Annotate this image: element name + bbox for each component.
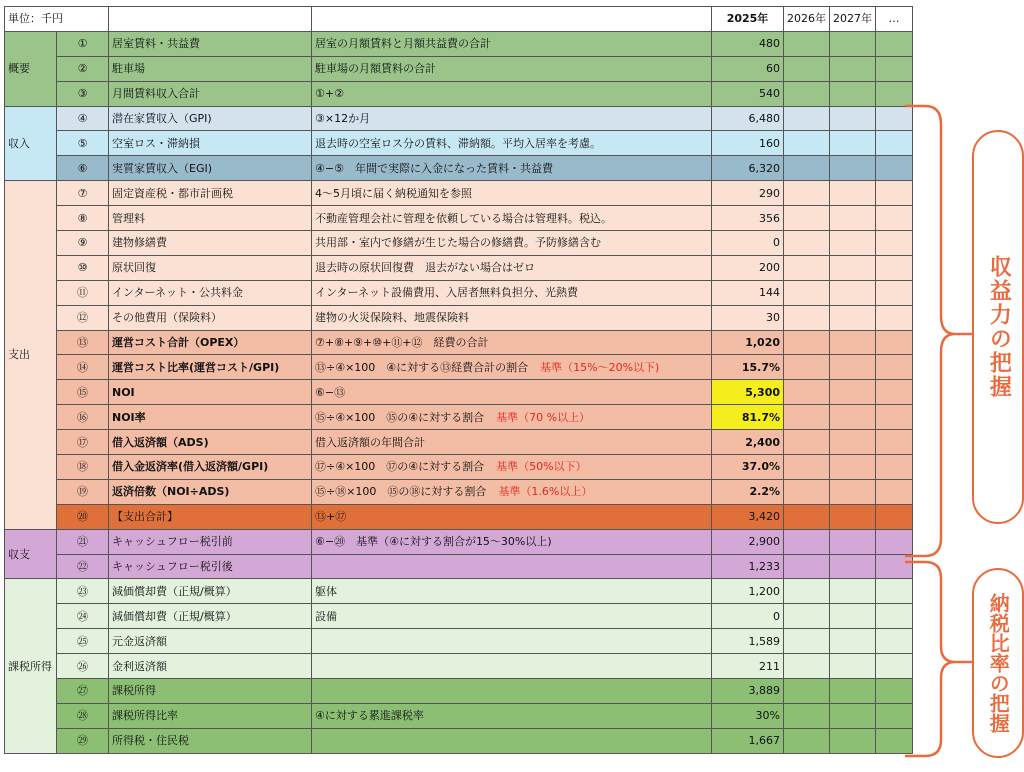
item-name[interactable]: 運営コスト比率(運営コスト/GPI) [109,355,312,380]
empty-year-cell[interactable] [830,504,876,529]
empty-year-cell[interactable] [784,330,830,355]
empty-year-cell[interactable] [876,504,913,529]
item-description[interactable] [312,131,712,156]
table-row [5,430,913,455]
empty-year-cell[interactable] [830,181,876,206]
empty-year-cell[interactable] [784,380,830,405]
value-2025[interactable]: 0 [712,604,784,629]
table-row [5,654,913,679]
category-income: 収入 [5,106,57,181]
empty-year-cell[interactable] [830,703,876,728]
category-overview: 概要 [5,31,57,106]
row-number: ⑦ [57,181,109,206]
description-text: ④−⑤ 年間で実際に入金になった賃料・共益費 [315,161,553,175]
item-description[interactable] [312,280,712,305]
item-name[interactable]: 返済倍数（NOI÷ADS) [109,479,312,504]
item-name[interactable]: インターネット・公共料金 [109,280,312,305]
empty-year-cell[interactable] [876,579,913,604]
empty-year-cell[interactable] [830,156,876,181]
year-2027-header[interactable]: 2027年 [830,7,876,32]
standard-note: 基準（70 %以上） [496,410,591,424]
description-text: ⑬+⑰ [315,510,347,524]
table-row [5,31,913,56]
description-text: ④に対する累進課税率 [315,709,424,723]
item-name[interactable]: 運営コスト合計（OPEX） [109,330,312,355]
value-2025[interactable]: 211 [712,654,784,679]
empty-year-cell[interactable] [876,728,913,753]
empty-year-cell[interactable] [830,554,876,579]
item-description[interactable] [312,679,712,704]
item-description[interactable] [312,604,712,629]
row-number: ⑥ [57,156,109,181]
empty-year-cell[interactable] [784,206,830,231]
item-name[interactable]: 月間賃料収入合計 [109,81,312,106]
description-text: 居室の月額賃料と月額共益費の合計 [315,37,491,51]
value-2025[interactable]: 540 [712,81,784,106]
item-name[interactable]: 課税所得比率 [109,703,312,728]
value-2025[interactable]: 15.7% [712,355,784,380]
row-number: ㉗ [57,679,109,704]
description-text: 退去時の空室ロス分の賃料、滞納額。平均入居率を考慮。 [315,136,601,150]
header-blank [109,7,312,32]
item-description[interactable] [312,156,712,181]
empty-year-cell[interactable] [784,231,830,256]
table-row [5,255,913,280]
value-2025[interactable]: 6,320 [712,156,784,181]
table-row [5,529,913,554]
empty-year-cell[interactable] [876,405,913,430]
empty-year-cell[interactable] [784,529,830,554]
value-2025[interactable]: 144 [712,280,784,305]
value-2025[interactable]: 160 [712,131,784,156]
item-name[interactable]: 元金返済額 [109,629,312,654]
row-number: ⑱ [57,455,109,480]
empty-year-cell[interactable] [784,728,830,753]
profitability-label [972,130,1024,524]
empty-year-cell[interactable] [876,604,913,629]
item-description[interactable] [312,529,712,554]
row-number: ⑬ [57,330,109,355]
category-taxable: 課税所得 [5,579,57,753]
empty-year-cell[interactable] [784,554,830,579]
standard-note: 基準（1.6%以上） [498,485,593,499]
item-name[interactable]: 管理料 [109,206,312,231]
table-row [5,280,913,305]
empty-year-cell[interactable] [784,156,830,181]
empty-year-cell[interactable] [830,604,876,629]
item-name[interactable]: 建物修繕費 [109,231,312,256]
item-description[interactable] [312,255,712,280]
empty-year-cell[interactable] [830,629,876,654]
table-row [5,629,913,654]
empty-year-cell[interactable] [784,579,830,604]
item-description[interactable] [312,703,712,728]
empty-year-cell[interactable] [876,654,913,679]
description-text: ①+② [315,87,344,101]
empty-year-cell[interactable] [784,405,830,430]
empty-year-cell[interactable] [830,305,876,330]
table-row [5,405,913,430]
item-name[interactable]: 借入返済額（ADS) [109,430,312,455]
row-number: ㉒ [57,554,109,579]
row-number: ⑤ [57,131,109,156]
empty-year-cell[interactable] [830,231,876,256]
item-name[interactable]: 居室賃料・共益費 [109,31,312,56]
item-description[interactable] [312,31,712,56]
item-name[interactable]: 【支出合計】 [109,504,312,529]
value-2025[interactable]: 1,589 [712,629,784,654]
more-years-header[interactable]: … [876,7,913,32]
item-description[interactable] [312,629,712,654]
empty-year-cell[interactable] [830,355,876,380]
value-2025[interactable]: 1,020 [712,330,784,355]
item-name[interactable]: NOI [109,380,312,405]
empty-year-cell[interactable] [784,106,830,131]
empty-year-cell[interactable] [784,479,830,504]
row-number: ④ [57,106,109,131]
table-row [5,305,913,330]
item-name[interactable]: 実質家賃収入（EGI) [109,156,312,181]
row-number: ⑨ [57,231,109,256]
value-2025[interactable]: 1,667 [712,728,784,753]
table-row [5,604,913,629]
item-description[interactable] [312,206,712,231]
item-description[interactable] [312,504,712,529]
header-blank [312,7,712,32]
description-text: ⑦+⑧+⑨+⑩+⑪+⑫ 経費の合計 [315,336,489,350]
table-row [5,703,913,728]
empty-year-cell[interactable] [784,305,830,330]
row-number: ⑫ [57,305,109,330]
empty-year-cell[interactable] [876,455,913,480]
tax-ratio-bracket [905,562,972,756]
empty-year-cell[interactable] [830,380,876,405]
item-description[interactable] [312,405,712,430]
item-name[interactable]: 借入金返済率(借入返済額/GPI) [109,455,312,480]
item-description[interactable] [312,654,712,679]
value-2025[interactable]: 30 [712,305,784,330]
empty-year-cell[interactable] [830,255,876,280]
tax-ratio-label-text: 納税比率の把握 [986,593,1011,733]
description-text: 躯体 [315,584,337,598]
value-2025[interactable]: 3,889 [712,679,784,704]
empty-year-cell[interactable] [830,81,876,106]
description-text: 4〜5月頃に届く納税通知を参照 [315,186,472,200]
row-number: ㉑ [57,529,109,554]
description-text: 設備 [315,609,337,623]
empty-year-cell[interactable] [830,280,876,305]
empty-year-cell[interactable] [830,455,876,480]
empty-year-cell[interactable] [876,703,913,728]
row-number: ⑭ [57,355,109,380]
standard-note: 基準（50%以下） [496,460,587,474]
table-row [5,455,913,480]
value-2025[interactable]: 60 [712,56,784,81]
description-text: ③×12か月 [315,112,371,125]
profitability-bracket [905,106,972,556]
row-number: ㉕ [57,629,109,654]
empty-year-cell[interactable] [830,31,876,56]
empty-year-cell[interactable] [876,255,913,280]
description-text: ⑮÷④×100 ⑮の④に対する割合 [315,410,485,424]
category-balance: 収支 [5,529,57,579]
row-number: ㉖ [57,654,109,679]
standard-note: 基準（15%〜20%以下) [540,360,660,374]
empty-year-cell[interactable] [876,56,913,81]
item-description[interactable] [312,355,712,380]
description-text: ⑮÷⑱×100 ⑮の⑱に対する割合 [315,485,487,499]
empty-year-cell[interactable] [830,330,876,355]
description-text: 退去時の原状回復費 退去がない場合はゼロ [315,261,535,275]
row-number: ⑪ [57,280,109,305]
empty-year-cell[interactable] [830,430,876,455]
empty-year-cell[interactable] [876,529,913,554]
unit-label: 単位：千円 [5,7,109,32]
item-name[interactable]: キャッシュフロー税引前 [109,529,312,554]
table-row [5,504,913,529]
empty-year-cell[interactable] [784,81,830,106]
row-number: ⑧ [57,206,109,231]
value-2025[interactable]: 290 [712,181,784,206]
value-2025[interactable]: 480 [712,31,784,56]
empty-year-cell[interactable] [876,206,913,231]
empty-year-cell[interactable] [784,131,830,156]
item-description[interactable] [312,231,712,256]
row-number: ② [57,56,109,81]
row-number: ㉓ [57,579,109,604]
value-2025[interactable]: 37.0% [712,455,784,480]
empty-year-cell[interactable] [876,629,913,654]
table-row [5,181,913,206]
empty-year-cell[interactable] [876,181,913,206]
empty-year-cell[interactable] [876,231,913,256]
table-row [5,156,913,181]
item-name[interactable]: 原状回復 [109,255,312,280]
item-name[interactable]: 減価償却費（正規/概算） [109,579,312,604]
empty-year-cell[interactable] [876,679,913,704]
item-name[interactable]: 金利返済額 [109,654,312,679]
row-number: ⑩ [57,255,109,280]
description-text: ⑥−⑳ 基準（④に対する割合が15〜30%以上) [315,535,552,549]
item-description[interactable] [312,479,712,504]
value-2025[interactable]: 81.7% [712,405,784,430]
empty-year-cell[interactable] [830,106,876,131]
table-row [5,679,913,704]
table-row [5,554,913,579]
value-2025[interactable]: 200 [712,255,784,280]
table-row [5,380,913,405]
item-description[interactable] [312,455,712,480]
empty-year-cell[interactable] [784,604,830,629]
description-text: 駐車場の月額賃料の合計 [315,62,436,76]
item-description[interactable] [312,106,712,131]
empty-year-cell[interactable] [830,728,876,753]
item-name[interactable]: 潜在家賃収入（GPI) [109,106,312,131]
table-row [5,479,913,504]
table-row [5,579,913,604]
empty-year-cell[interactable] [784,181,830,206]
table-row [5,106,913,131]
empty-year-cell[interactable] [876,81,913,106]
table-row [5,330,913,355]
row-number: ㉔ [57,604,109,629]
profitability-label-text: 収益力の把握 [986,255,1012,399]
empty-year-cell[interactable] [876,31,913,56]
empty-year-cell[interactable] [876,430,913,455]
item-name[interactable]: 所得税・住民税 [109,728,312,753]
empty-year-cell[interactable] [784,31,830,56]
row-number: ③ [57,81,109,106]
description-text: ⑰÷④×100 ⑰の④に対する割合 [315,460,485,474]
item-name[interactable]: その他費用（保険料） [109,305,312,330]
row-number: ⑰ [57,430,109,455]
item-name[interactable]: 減価償却費（正規/概算） [109,604,312,629]
value-2025[interactable]: 1,200 [712,579,784,604]
empty-year-cell[interactable] [830,579,876,604]
empty-year-cell[interactable] [784,654,830,679]
row-number: ㉙ [57,728,109,753]
value-2025[interactable]: 30% [712,703,784,728]
description-text: インターネット設備費用、入居者無料負担分、光熱費 [315,286,579,300]
row-number: ⑯ [57,405,109,430]
empty-year-cell[interactable] [830,529,876,554]
description-text: 共用部・室内で修繕が生じた場合の修繕費。予防修繕含む [315,236,601,250]
value-2025[interactable]: 1,233 [712,554,784,579]
value-2025[interactable]: 6,480 [712,106,784,131]
item-name[interactable]: NOI率 [109,405,312,430]
header-row [5,7,913,32]
value-2025[interactable]: 5,300 [712,380,784,405]
description-text: ⑬÷④×100 ④に対する⑬経費合計の割合 [315,360,529,374]
item-description[interactable] [312,305,712,330]
empty-year-cell[interactable] [876,330,913,355]
value-2025[interactable]: 2,400 [712,430,784,455]
empty-year-cell[interactable] [830,654,876,679]
item-description[interactable] [312,430,712,455]
category-expense: 支出 [5,181,57,529]
item-name[interactable]: キャッシュフロー税引後 [109,554,312,579]
table-row [5,231,913,256]
table-row [5,56,913,81]
empty-year-cell[interactable] [830,479,876,504]
empty-year-cell[interactable] [784,56,830,81]
row-number: ⑲ [57,479,109,504]
description-text: ⑥−⑬ [315,385,346,399]
empty-year-cell[interactable] [784,455,830,480]
item-description[interactable] [312,181,712,206]
empty-year-cell[interactable] [784,679,830,704]
empty-year-cell[interactable] [876,479,913,504]
item-description[interactable] [312,728,712,753]
empty-year-cell[interactable] [830,405,876,430]
empty-year-cell[interactable] [830,56,876,81]
item-name[interactable]: 固定資産税・都市計画税 [109,181,312,206]
table-row [5,81,913,106]
row-number: ㉘ [57,703,109,728]
value-2025[interactable]: 3,420 [712,504,784,529]
empty-year-cell[interactable] [830,679,876,704]
empty-year-cell[interactable] [784,504,830,529]
empty-year-cell[interactable] [784,355,830,380]
value-2025[interactable]: 2.2% [712,479,784,504]
empty-year-cell[interactable] [876,380,913,405]
value-2025[interactable]: 356 [712,206,784,231]
empty-year-cell[interactable] [876,305,913,330]
table-row [5,206,913,231]
empty-year-cell[interactable] [784,629,830,654]
empty-year-cell[interactable] [830,131,876,156]
value-2025[interactable]: 0 [712,231,784,256]
item-name[interactable]: 駐車場 [109,56,312,81]
year-2025-header[interactable]: 2025年 [712,7,784,32]
table-row [5,728,913,753]
empty-year-cell[interactable] [876,355,913,380]
empty-year-cell[interactable] [876,554,913,579]
row-number: ⑮ [57,380,109,405]
table-row [5,355,913,380]
item-name[interactable]: 空室ロス・滞納損 [109,131,312,156]
empty-year-cell[interactable] [784,280,830,305]
empty-year-cell[interactable] [876,131,913,156]
empty-year-cell[interactable] [876,106,913,131]
item-description[interactable] [312,380,712,405]
row-number: ① [57,31,109,56]
empty-year-cell[interactable] [784,703,830,728]
tax-ratio-label [972,568,1024,758]
item-description[interactable] [312,554,712,579]
item-name[interactable]: 課税所得 [109,679,312,704]
empty-year-cell[interactable] [830,206,876,231]
year-2026-header[interactable]: 2026年 [784,7,830,32]
description-text: 借入返済額の年間合計 [315,435,425,449]
item-description[interactable] [312,579,712,604]
empty-year-cell[interactable] [876,156,913,181]
empty-year-cell[interactable] [784,430,830,455]
empty-year-cell[interactable] [784,255,830,280]
description-text: 建物の火災保険料、地震保険料 [315,311,469,325]
cash-flow-table [4,6,913,754]
description-text: 不動産管理会社に管理を依頼している場合は管理料。税込。 [315,211,612,225]
row-number: ⑳ [57,504,109,529]
empty-year-cell[interactable] [876,280,913,305]
item-description[interactable] [312,81,712,106]
table-row [5,131,913,156]
value-2025[interactable]: 2,900 [712,529,784,554]
item-description[interactable] [312,56,712,81]
item-description[interactable] [312,330,712,355]
